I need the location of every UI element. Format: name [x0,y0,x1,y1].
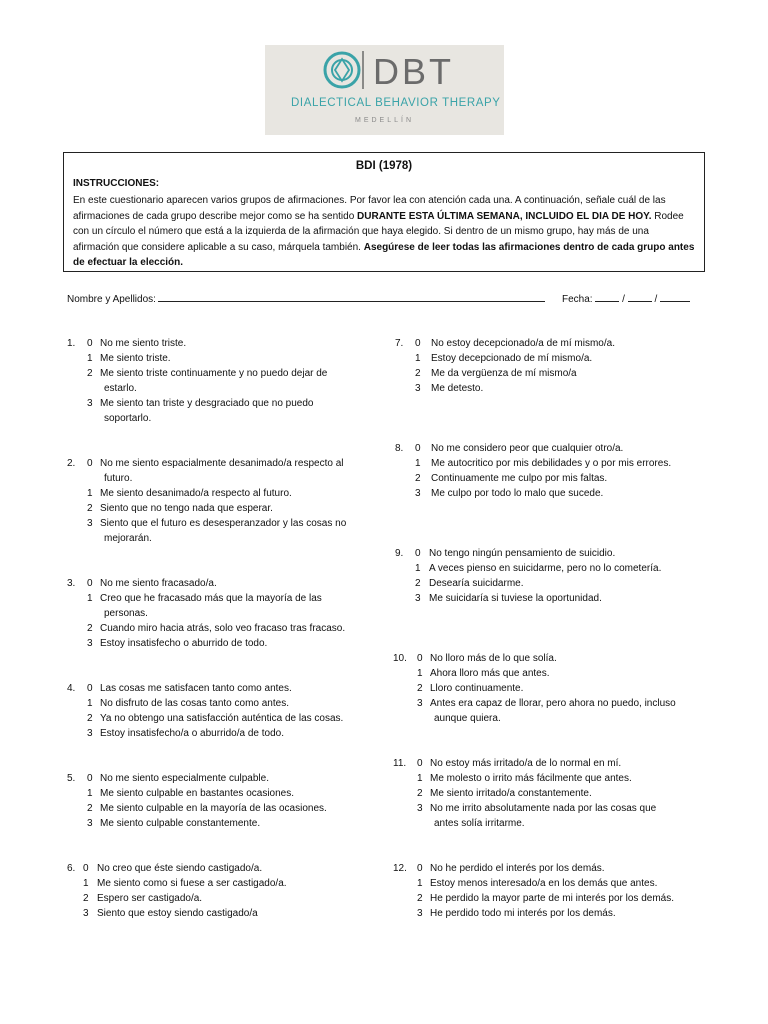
option-text: Estoy insatisfecho/a o aburrido/a de todo. [100,728,285,739]
option-number[interactable]: 1 [87,488,93,499]
question-group [67,771,377,831]
option-text: Estoy insatisfecho o aburrido de todo. [100,638,268,649]
question-group [67,861,377,921]
option-line [393,651,703,666]
option-text: Ahora lloro más que antes. [430,668,550,679]
option-line [67,816,377,831]
option-number[interactable]: 2 [415,473,421,484]
name-date-row [67,292,697,305]
option-number[interactable]: 1 [87,788,93,799]
name-label: Nombre y Apellidos: [67,294,156,305]
option-text: Me siento culpable constantemente. [100,818,261,829]
question-number: 11. [393,758,407,769]
question-group [395,546,705,606]
option-text: No estoy más irritado/a de lo normal en mí. [430,758,622,769]
option-text: Me siento irritado/a constantemente. [430,788,592,799]
option-line [393,861,703,876]
option-text: estarlo. [104,383,137,394]
option-text: Me siento como si fuese a ser castigado/a. [97,878,287,889]
option-number[interactable]: 2 [83,893,89,904]
instructions-part-2: Rodee con un círculo el número que está a la izquierda de la afirmación que haya elegido. Si dentro de un mismo grupo, hay más de una afirmación que considere aplicable a su caso, márquela también. [73,210,684,253]
date-year-field[interactable] [660,292,690,302]
option-line [67,351,377,366]
option-text: futuro. [104,473,133,484]
option-line [67,486,377,501]
option-text: Lloro continuamente. [430,683,524,694]
option-line [395,576,705,591]
option-text: Cuando miro hacia atrás, solo veo fracaso tras fracaso. [100,623,346,634]
option-number[interactable]: 3 [87,518,93,529]
question-number: 2. [67,458,76,469]
option-number[interactable]: 3 [417,803,423,814]
instructions-part-1: En este cuestionario aparecen varios grupos de afirmaciones. Por favor lea con atención cada una. A continuación, señale cuál de las afirmaciones de cada grupo describe mejor como se ha sentido [73,195,666,222]
option-line [67,456,377,471]
option-line [67,696,377,711]
option-number[interactable]: 2 [417,788,423,799]
option-text: antes solía irritarme. [434,818,525,829]
option-text: No lloro más de lo que solía. [430,653,557,664]
option-text: Me autocritico por mis debilidades y o por mis errores. [431,458,672,469]
option-number[interactable]: 0 [417,758,423,769]
option-line [67,711,377,726]
question-group [67,576,377,651]
option-number[interactable]: 1 [417,878,423,889]
option-line [67,381,377,396]
instructions-box [63,152,705,272]
option-line [393,696,703,711]
option-text: No he perdido el interés por los demás. [430,863,605,874]
option-number[interactable]: 1 [87,698,93,709]
option-line [67,606,377,621]
option-line [67,876,377,891]
option-text: Me culpo por todo lo malo que sucede. [431,488,604,499]
option-line [395,336,705,351]
option-number[interactable]: 3 [415,488,421,499]
date-separator: / [654,294,658,305]
date-day-field[interactable] [595,292,619,302]
option-number[interactable]: 0 [415,443,421,454]
instructions-emphasis-1: DURANTE ESTA ÚLTIMA SEMANA, INCLUIDO EL DIA DE HOY. [357,210,652,222]
option-line [393,816,703,831]
option-number[interactable]: 1 [87,353,93,364]
option-number[interactable]: 0 [87,458,93,469]
option-text: A veces pienso en suicidarme, pero no lo cometería. [429,563,662,574]
option-text: personas. [104,608,148,619]
dbt-logo [265,45,504,135]
option-number[interactable]: 1 [415,458,421,469]
option-line [67,471,377,486]
option-number[interactable]: 3 [87,398,93,409]
option-text: mejorarán. [104,533,152,544]
option-number[interactable]: 2 [417,683,423,694]
option-line [67,366,377,381]
option-line [67,786,377,801]
option-text: No estoy decepcionado/a de mí mismo/a. [431,338,615,349]
instructions-text [73,193,697,271]
option-text: No me siento fracasado/a. [100,578,217,589]
option-line [395,351,705,366]
option-text: Desearía suicidarme. [429,578,524,589]
option-number[interactable]: 2 [87,803,93,814]
option-number[interactable]: 2 [87,503,93,514]
page-title: BDI (1978) [355,160,413,172]
question-number: 1. [67,338,76,349]
date-label: Fecha: [562,294,593,305]
option-number[interactable]: 3 [87,818,93,829]
option-line [395,366,705,381]
option-text: Me siento triste. [100,353,171,364]
option-number[interactable]: 0 [417,653,423,664]
option-line [67,636,377,651]
option-text: aunque quiera. [434,713,501,724]
option-number[interactable]: 1 [87,593,93,604]
option-text: Me siento culpable en la mayoría de las ocasiones. [100,803,327,814]
question-number: 3. [67,578,76,589]
option-line [393,891,703,906]
instructions-heading: INSTRUCCIONES: [73,178,160,189]
option-line [393,786,703,801]
question-number: 8. [395,443,404,454]
option-number[interactable]: 1 [417,773,423,784]
option-line [67,906,377,921]
option-text: Me suicidaría si tuviese la oportunidad. [429,593,602,604]
question-group [67,336,377,426]
option-text: Me molesto o irrito más fácilmente que antes. [430,773,632,784]
option-text: Estoy menos interesado/a en los demás que antes. [430,878,658,889]
option-number[interactable]: 0 [87,338,93,349]
question-number: 6. [67,863,76,874]
option-line [67,576,377,591]
option-number[interactable]: 0 [87,578,93,589]
option-line [395,456,705,471]
question-number: 10. [393,653,407,664]
option-line [67,621,377,636]
option-line [393,876,703,891]
question-number: 4. [67,683,76,694]
question-group [393,861,703,921]
option-line [393,681,703,696]
option-text: Las cosas me satisfacen tanto como antes. [100,683,292,694]
option-number[interactable]: 1 [417,668,423,679]
option-line [67,891,377,906]
option-number[interactable]: 2 [415,578,421,589]
instructions-emphasis-2: Asegúrese de leer todas las afirmaciones dentro de cada grupo antes de efectuar la elección. [73,241,695,268]
option-number[interactable]: 3 [415,593,421,604]
option-text: No me siento espacialmente desanimado/a respecto al [100,458,344,469]
option-line [393,801,703,816]
question-number: 7. [395,338,404,349]
option-line [393,666,703,681]
option-line [393,711,703,726]
option-text: Espero ser castigado/a. [97,893,203,904]
option-line [67,501,377,516]
option-line [393,906,703,921]
option-number[interactable]: 1 [83,878,89,889]
option-text: No me irrito absolutamente nada por las cosas que [430,803,657,814]
option-text: Me da vergüenza de mí mismo/a [431,368,577,379]
option-number[interactable]: 1 [415,563,421,574]
option-text: He perdido todo mi interés por los demás. [430,908,616,919]
option-text: Creo que he fracasado más que la mayoría de las [100,593,322,604]
date-separator: / [622,294,625,305]
option-text: Me siento triste continuamente y no puedo dejar de [100,368,328,379]
option-number[interactable]: 2 [417,893,423,904]
option-line [67,681,377,696]
option-number[interactable]: 0 [87,773,93,784]
question-number: 12. [393,863,407,874]
option-text: No me considero peor que cualquier otro/a. [431,443,624,454]
option-line [67,801,377,816]
option-line [67,861,377,876]
option-number[interactable]: 0 [415,338,421,349]
logo-city: MEDELLÍN [354,117,414,124]
question-group [67,681,377,741]
option-text: Me siento culpable en bastantes ocasiones. [100,788,295,799]
option-line [395,441,705,456]
option-number[interactable]: 3 [417,908,423,919]
option-text: Estoy decepcionado de mí mismo/a. [431,353,593,364]
option-text: No me siento triste. [100,338,187,349]
question-number: 9. [395,548,404,559]
option-number[interactable]: 2 [415,368,421,379]
option-line [67,396,377,411]
option-line [67,771,377,786]
option-text: No me siento especialmente culpable. [100,773,269,784]
option-text: Siento que el futuro es desesperanzador y las cosas no [100,518,347,529]
option-number[interactable]: 0 [83,863,89,874]
option-line [395,591,705,606]
question-number: 5. [67,773,76,784]
option-text: Continuamente me culpo por mis faltas. [431,473,608,484]
question-group [395,336,705,396]
option-number[interactable]: 0 [415,548,421,559]
option-text: He perdido la mayor parte de mi interés por los demás. [430,893,675,904]
question-group [393,756,703,831]
logo-subtitle: DIALECTICAL BEHAVIOR THERAPY [291,97,501,109]
option-number[interactable]: 3 [415,383,421,394]
option-number[interactable]: 1 [415,353,421,364]
option-line [395,471,705,486]
date-month-field[interactable] [628,292,652,302]
option-line [67,516,377,531]
option-number[interactable]: 0 [87,683,93,694]
option-number[interactable]: 3 [87,638,93,649]
name-field[interactable] [158,292,545,302]
option-number[interactable]: 3 [87,728,93,739]
option-number[interactable]: 3 [417,698,423,709]
option-line [395,546,705,561]
option-text: Me detesto. [431,383,484,394]
option-text: No creo que éste siendo castigado/a. [97,863,263,874]
option-text: Ya no obtengo una satisfacción auténtica de las cosas. [100,713,344,724]
option-number[interactable]: 0 [417,863,423,874]
option-text: Siento que no tengo nada que esperar. [100,503,273,514]
logo-brand: DBT [373,51,454,92]
option-text: No disfruto de las cosas tanto como antes. [100,698,289,709]
question-group [67,456,377,546]
option-line [395,486,705,501]
question-group [395,441,705,501]
option-text: soportarlo. [104,413,152,424]
option-line [67,531,377,546]
option-text: No tengo ningún pensamiento de suicidio. [429,548,616,559]
option-text: Siento que estoy siendo castigado/a [97,908,258,919]
date-field [562,292,690,305]
option-text: Me siento desanimado/a respecto al futuro. [100,488,292,499]
option-line [395,381,705,396]
option-number[interactable]: 3 [83,908,89,919]
option-line [67,726,377,741]
option-line [393,756,703,771]
option-line [395,561,705,576]
option-text: Antes era capaz de llorar, pero ahora no puedo, incluso [430,698,676,709]
option-line [67,336,377,351]
option-line [67,591,377,606]
option-text: Me siento tan triste y desgraciado que no puedo [100,398,314,409]
option-number[interactable]: 2 [87,713,93,724]
option-number[interactable]: 2 [87,368,93,379]
question-group [393,651,703,726]
option-line [393,771,703,786]
option-line [67,411,377,426]
option-number[interactable]: 2 [87,623,93,634]
